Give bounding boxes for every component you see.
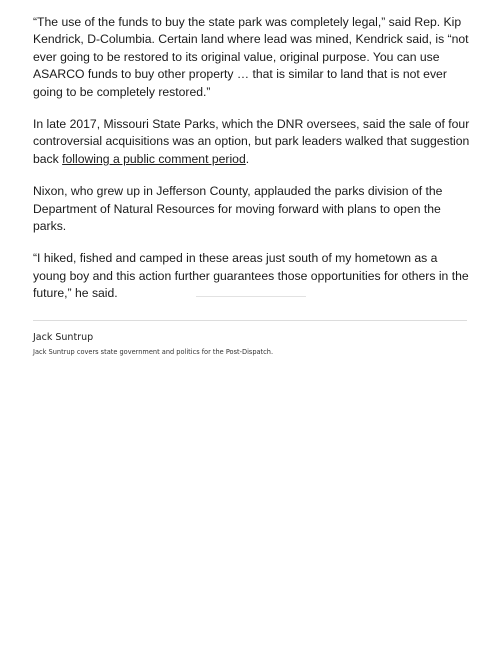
- paragraph-state-parks: [33, 116, 473, 168]
- paragraph-text-end: .: [245, 151, 250, 166]
- paragraph-text: In late 2017, Missouri State Parks, which the DNR oversees, said the sale of four controversial acquisitions was an option, but park leaders walked that suggestion back: [33, 117, 470, 166]
- author-name[interactable]: Jack Suntrup: [33, 332, 94, 343]
- author-bio: Jack Suntrup covers state government and politics for the Post-Dispatch.: [33, 348, 274, 356]
- article-end-divider: [196, 296, 306, 297]
- paragraph-quote-nixon: “I hiked, fished and camped in these areas just south of my hometown as a young boy and this action further guarantees those opportunities for others in the future,” he said.: [33, 251, 469, 301]
- paragraph-nixon: Nixon, who grew up in Jefferson County, applauded the parks division of the Department of Natural Resources for moving forward with plans to open the parks.: [33, 184, 443, 234]
- paragraph-quote-kendrick: “The use of the funds to buy the state park was completely legal,” said Rep. Kip Kendrick, D-Columbia. Certain land where lead was mined, Kendrick said, is “not ever going to be restored to its original value, original purpose. You can use ASARCO funds to buy other property … that is similar to land that is not ever going to be completely restored.”: [33, 15, 469, 99]
- article-body: [33, 14, 473, 318]
- public-comment-link[interactable]: following a public comment period: [62, 151, 246, 166]
- author-section-divider: [33, 320, 467, 321]
